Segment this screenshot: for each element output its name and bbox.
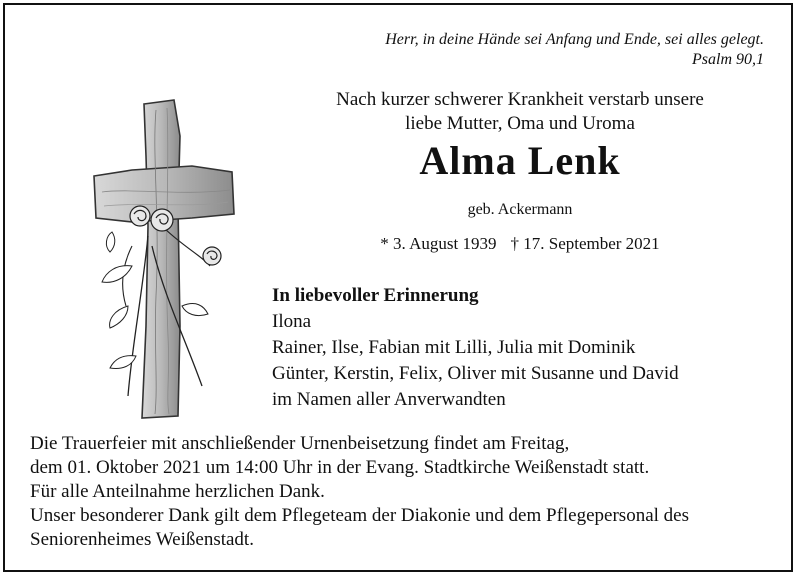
life-dates: [300, 234, 740, 254]
mourner-line: Rainer, Ilse, Fabian mit Lilli, Julia mit Dominik: [272, 337, 636, 358]
quote-text: Herr, in deine Hände sei Anfang und Ende, sei alles gelegt.: [385, 31, 764, 48]
cross-with-roses-icon: [92, 96, 242, 426]
intro-line-2: liebe Mutter, Oma und Uroma: [405, 113, 635, 134]
mourners-heading: In liebevoller Erinnerung: [272, 285, 479, 306]
deceased-name: Alma Lenk: [419, 138, 621, 183]
intro-text: [300, 88, 740, 136]
death-date: † 17. September 2021: [510, 234, 660, 253]
mourner-line: Günter, Kerstin, Felix, Oliver mit Susanne und David: [272, 363, 679, 384]
birth-date: * 3. August 1939: [380, 234, 497, 253]
birth-name: geb. Ackermann: [467, 201, 573, 218]
mourners-block: [272, 283, 679, 413]
funeral-notice: [30, 432, 689, 552]
mourner-line: Ilona: [272, 311, 312, 332]
notice-line: Die Trauerfeier mit anschließender Urnenbeisetzung findet am Freitag,: [30, 433, 570, 454]
intro-line-1: Nach kurzer schwerer Krankheit verstarb unsere: [336, 89, 704, 110]
notice-line: dem 01. Oktober 2021 um 14:00 Uhr in der Evang. Stadtkirche Weißenstadt statt.: [30, 457, 650, 478]
quote-source: Psalm 90,1: [692, 51, 764, 68]
bible-quote: [385, 30, 764, 70]
notice-line: Seniorenheimes Weißenstadt.: [30, 529, 254, 550]
notice-line: Unser besonderer Dank gilt dem Pflegeteam der Diakonie und dem Pflegepersonal des: [30, 505, 689, 526]
notice-line: Für alle Anteilnahme herzlichen Dank.: [30, 481, 325, 502]
mourner-line: im Namen aller Anverwandten: [272, 389, 506, 410]
